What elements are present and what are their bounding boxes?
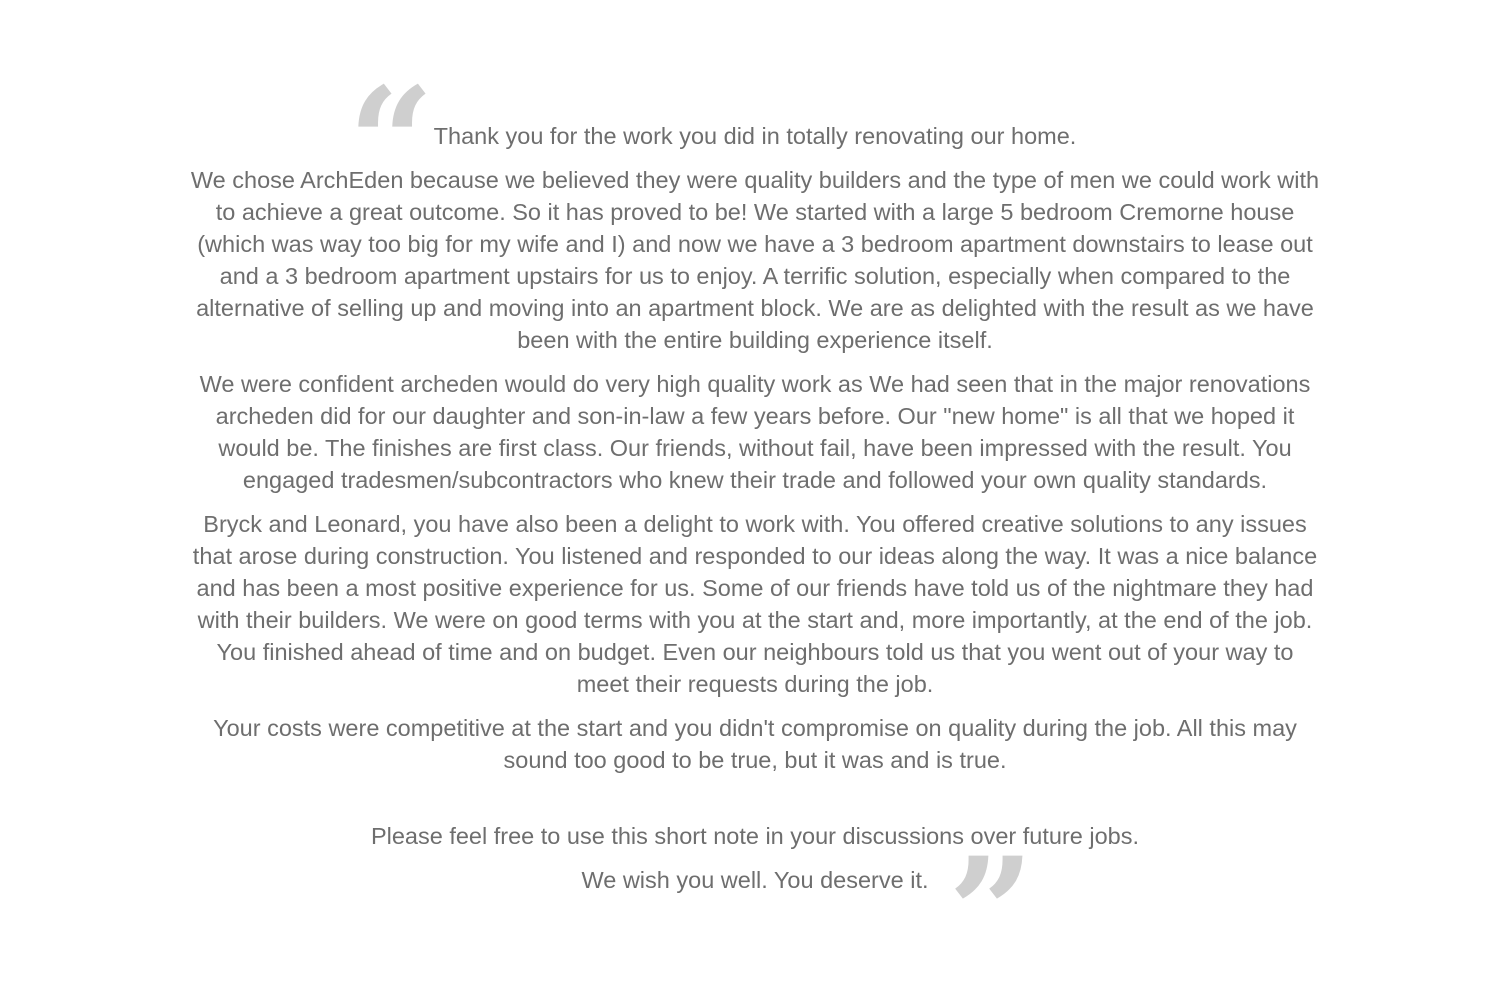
paragraph-costs: Your costs were competitive at the start and you didn't compromise on quality during the job. All this may sound too good to be true, but it was and is true.: [213, 715, 1297, 773]
paragraph-team-praise: Bryck and Leonard, you have also been a delight to work with. You offered creative solutions to any issues that arose during construction. You listened and responded to our ideas along the way. It was a nice balance and has been a most positive experience for us. Some of our friends have told us of the nightmare they had with their builders. We were on good terms with you at the start and, more importantly, at the end of the job. You finished ahead of time and on budget. Even our neighbours told us that you went out of your way to meet their requests during the job.: [192, 511, 1318, 697]
testimonial-text: [190, 120, 1320, 908]
open-quote-mark: “: [348, 55, 435, 231]
paragraph-closing: We wish you well. You deserve it.: [581, 867, 929, 893]
paragraph-thanks: Thank you for the work you did in totally renovating our home.: [433, 123, 1077, 149]
paragraph-why-archeden: We chose ArchEden because we believed they were quality builders and the type of men we could work with to achieve a great outcome. So it has proved to be! We started with a large 5 bedroom Cremorne house (which was way too big for my wife and I) and now we have a 3 bedroom apartment downstairs to lease out and a 3 bedroom apartment upstairs for us to enjoy. A terrific solution, especially when compared to the alternative of selling up and moving into an apartment block. We are as delighted with the result as we have been with the entire building experience itself.: [190, 167, 1320, 353]
close-quote-mark: ”: [948, 825, 1035, 1001]
paragraph-spacer: [190, 788, 1320, 820]
paragraph-quality-work: We were confident archeden would do very high quality work as We had seen that in the major renovations archeden did for our daughter and son-in-law a few years before. Our "new home" is all that we hoped it would be. The finishes are first class. Our friends, without fail, have been impressed with the result. You engaged tradesmen/subcontractors who knew their trade and followed your own quality standards.: [199, 371, 1311, 493]
paragraph-permission: Please feel free to use this short note in your discussions over future jobs.: [370, 823, 1140, 849]
